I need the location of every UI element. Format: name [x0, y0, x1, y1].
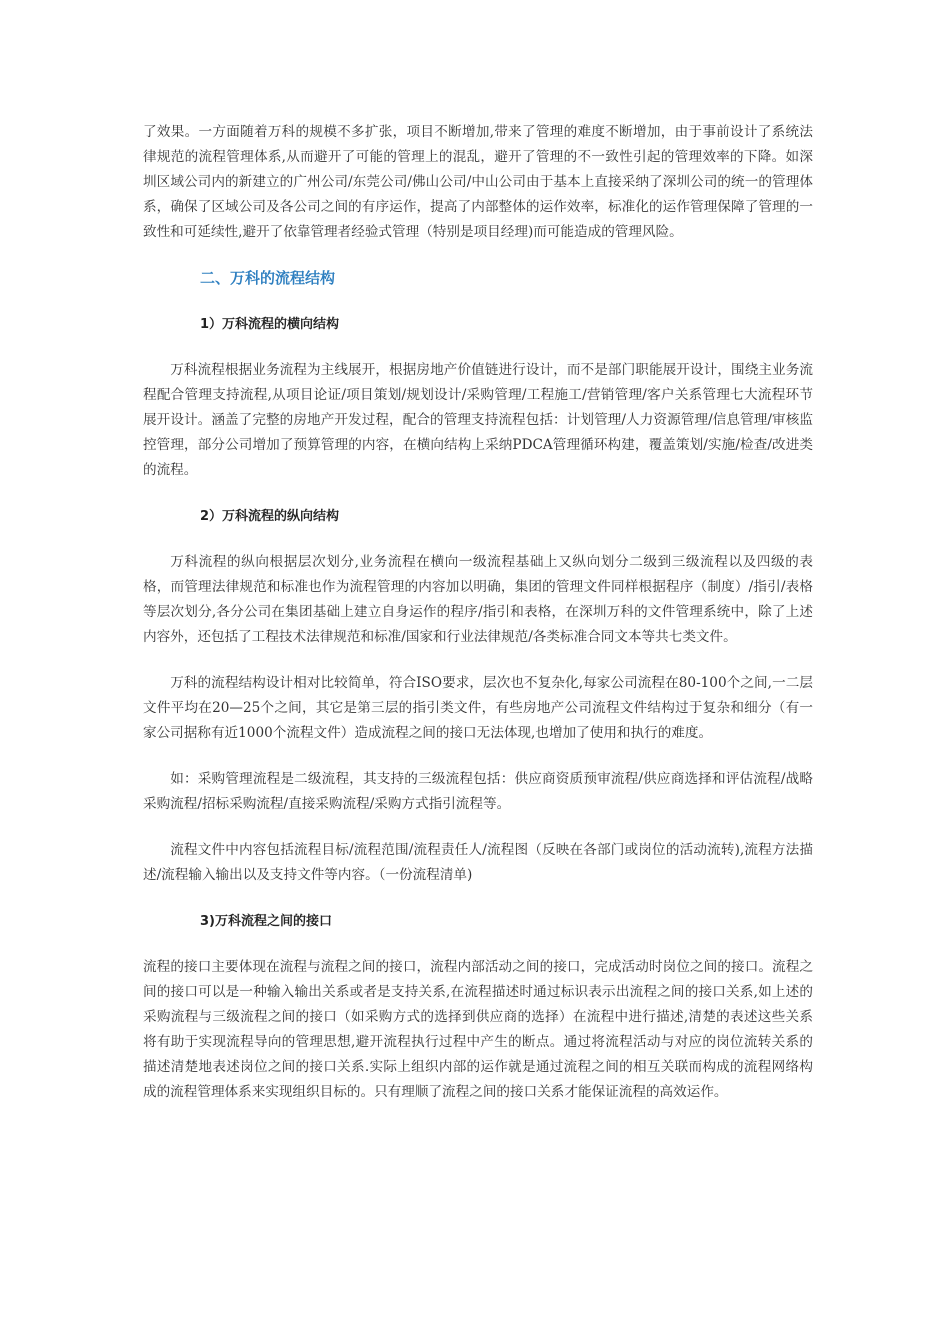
sub-heading-horizontal-structure: 1）万科流程的横向结构	[200, 317, 340, 332]
sub-heading-vertical-structure: 2）万科流程的纵向结构	[200, 509, 340, 524]
process-interfaces-paragraph: 流程的接口主要体现在流程与流程之间的接口，流程内部活动之间的接口，完成活动时岗位之间的接口。流程之间的接口可以是一种输入输出关系或者是支持关系,在流程描述时通过标识表示出流程之间的接口关系,如上述的采购流程与三级流程之间的接口（如采购方式的选择到供应商的选择）在流程中进行描述,清楚的表述这些关系将有助于实现流程导向的管理思想,避开流程执行过程中产生的断点。通过将流程活动与对应的岗位流转关系的描述清楚地表述岗位之间的接口关系.实际上组织内部的运作就是通过流程之间的相互关联而构成的流程网络构成的流程管理体系来实现组织目标的。只有理顺了流程之间的接口关系才能保证流程的高效运作。	[143, 959, 813, 1100]
vertical-structure-paragraph-2: 万科的流程结构设计相对比较简单，符合ISO要求，层次也不复杂化,每家公司流程在80-100个之间,一二层文件平均在20—25个之间，其它是第三层的指引类文件，有些房地产公司流程文件结构过于复杂和细分（有一家公司据称有近1000个流程文件）造成流程之间的接口无法体现,也增加了使用和执行的难度。	[143, 675, 813, 741]
horizontal-structure-paragraph: 万科流程根据业务流程为主线展开，根据房地产价值链进行设计，而不是部门职能展开设计，围绕主业务流程配合管理支持流程,从项目论证/项目策划/规划设计/采购管理/工程施工/营销管理/客户关系管理七大流程环节展开设计。涵盖了完整的房地产开发过程，配合的管理支持流程包括：计划管理/人力资源管理/信息管理/审核监控管理，部分公司增加了预算管理的内容，在横向结构上采纳PDCA管理循环构建，覆盖策划/实施/检查/改进类的流程。	[143, 362, 813, 478]
vertical-structure-paragraph-3: 如：采购管理流程是二级流程，其支持的三级流程包括：供应商资质预审流程/供应商选择和评估流程/战略采购流程/招标采购流程/直接采购流程/采购方式指引流程等。	[143, 771, 813, 812]
intro-paragraph: 了效果。一方面随着万科的规模不多扩张，项目不断增加,带来了管理的难度不断增加，由于事前设计了系统法律规范的流程管理体系,从而避开了可能的管理上的混乱，避开了管理的不一致性引起的管理效率的下降。如深圳区域公司内的新建立的广州公司/东莞公司/佛山公司/中山公司由于基本上直接采纳了深圳公司的统一的管理体系，确保了区域公司及各公司之间的有序运作，提高了内部整体的运作效率，标准化的运作管理保障了管理的一致性和可延续性,避开了依靠管理者经验式管理（特别是项目经理)而可能造成的管理风险。	[143, 124, 813, 240]
vertical-structure-paragraph-1: 万科流程的纵向根据层次划分,业务流程在横向一级流程基础上又纵向划分二级到三级流程以及四级的表格，而管理法律规范和标准也作为流程管理的内容加以明确，集团的管理文件同样根据程序（制度）/指引/表格等层次划分,各分公司在集团基础上建立自身运作的程序/指引和表格，在深圳万科的文件管理系统中，除了上述内容外，还包括了工程技术法律规范和标准/国家和行业法律规范/各类标准合同文本等共七类文件。	[143, 554, 813, 645]
vertical-structure-paragraph-4: 流程文件中内容包括流程目标/流程范围/流程责任人/流程图（反映在各部门或岗位的活动流转),流程方法描述/流程输入输出以及支持文件等内容。（一份流程清单)	[143, 842, 813, 883]
sub-heading-process-interfaces: 3)万科流程之间的接口	[200, 914, 332, 929]
document-body	[143, 120, 813, 1105]
section-title: 二、万科的流程结构	[200, 269, 336, 287]
